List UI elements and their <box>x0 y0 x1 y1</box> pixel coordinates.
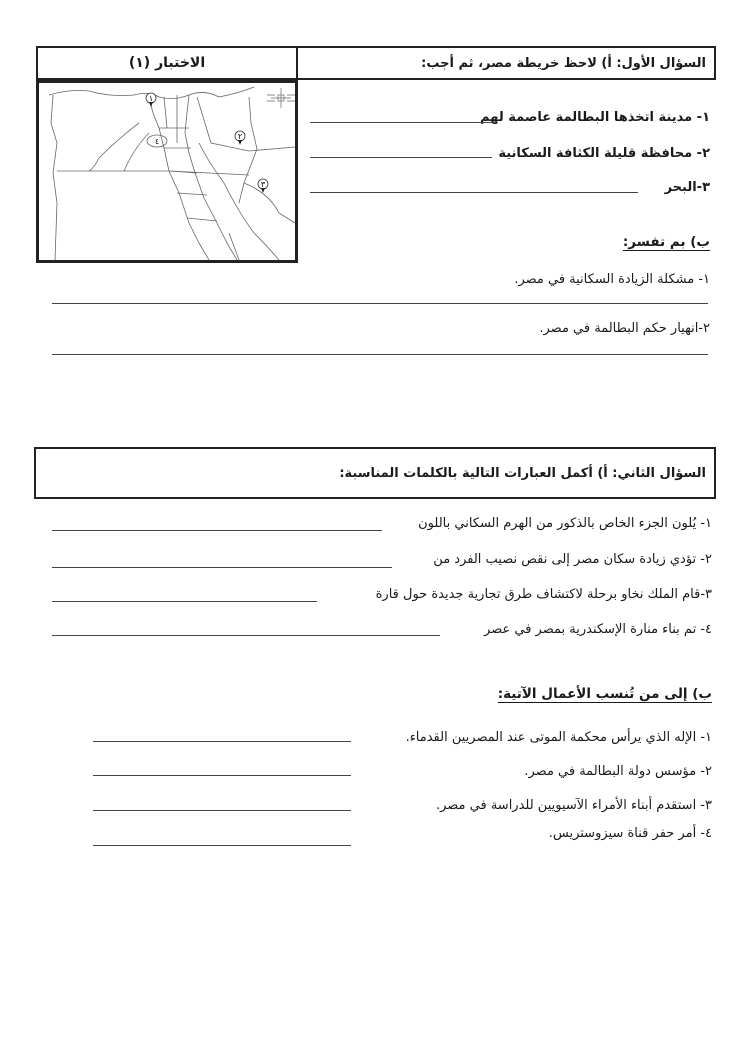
q2-a-answer-line-3[interactable] <box>52 601 317 602</box>
q2-header-text: السؤال الثاني: أ) أكمل العبارات التالية بالكلمات المناسبة: <box>339 465 706 481</box>
q2-a-item-2: ٢- تؤدي زيادة سكان مصر إلى نقص نصيب الفرد من <box>433 552 712 567</box>
q2-header <box>34 447 716 499</box>
q2-b-answer-line-1[interactable] <box>93 741 351 742</box>
q2-a-item-4: ٤- تم بناء منارة الإسكندرية بمصر في عصر <box>484 622 712 637</box>
egypt-map <box>36 80 298 263</box>
q1-header <box>296 46 716 80</box>
q2-b-answer-line-4[interactable] <box>93 845 351 846</box>
q2-a-item-1: ١- يُلون الجزء الخاص بالذكور من الهرم السكاني باللون <box>418 516 712 531</box>
q2-b-item-3: ٣- استقدم أبناء الأمراء الآسيويين للدراسة في مصر. <box>435 798 712 813</box>
q2-b-title: ب) إلى من تُنسب الأعمال الآتية: <box>497 686 712 702</box>
q2-a-answer-line-1[interactable] <box>52 530 382 531</box>
q2-b-item-4: ٤- أمر حفر قناة سيزوستريس. <box>548 826 712 841</box>
q1-a-answer-line-3[interactable] <box>310 192 638 193</box>
svg-text:١: ١ <box>148 94 154 103</box>
q1-b-item-2: ٢-انهيار حكم البطالمة في مصر. <box>539 321 710 336</box>
q2-b-answer-line-2[interactable] <box>93 775 351 776</box>
q1-b-title: ب) بم تفسر: <box>622 234 710 250</box>
egypt-map-drawing <box>39 83 295 260</box>
western-border <box>51 95 57 260</box>
map-marker-1 <box>146 93 156 107</box>
svg-text:٣: ٣ <box>260 180 266 189</box>
q1-a-item-3: ٣-البحر <box>664 180 710 195</box>
q2-a-item-3: ٣-قام الملك نخاو برحلة لاكتشاف طرق تجارية جديدة حول قارة <box>375 587 712 602</box>
map-marker-4 <box>155 137 159 146</box>
q1-a-item-2: ٢- محافظة قليلة الكثافة السكانية <box>498 146 710 161</box>
q1-b-answer-line-1[interactable] <box>52 303 708 304</box>
q1-a-item-1: ١- مدينة اتخذها البطالمة عاصمة لهم <box>480 110 710 125</box>
q1-b-item-1: ١- مشكلة الزيادة السكانية في مصر. <box>514 272 710 287</box>
q1-a-answer-line-1[interactable] <box>310 122 492 123</box>
q1-b-answer-line-2[interactable] <box>52 354 708 355</box>
svg-text:٢: ٢ <box>237 132 243 141</box>
q2-a-answer-line-4[interactable] <box>52 635 440 636</box>
q2-b-item-1: ١- الإله الذي يرأس محكمة الموتى عند المصريين القدماء. <box>405 730 712 745</box>
svg-text:٤: ٤ <box>154 137 160 146</box>
exam-title-box <box>36 46 298 80</box>
q2-a-answer-line-2[interactable] <box>52 567 392 568</box>
map-marker-2 <box>235 131 245 145</box>
exam-title: الاختبار (١) <box>128 55 206 71</box>
compass-rose-icon <box>267 88 295 108</box>
q2-b-answer-line-3[interactable] <box>93 810 351 811</box>
q2-b-item-2: ٢- مؤسس دولة البطالمة في مصر. <box>524 764 712 779</box>
q1-a-answer-line-2[interactable] <box>310 157 492 158</box>
q1-header-text: السؤال الأول: أ) لاحظ خريطة مصر، ثم أجب: <box>421 55 706 71</box>
